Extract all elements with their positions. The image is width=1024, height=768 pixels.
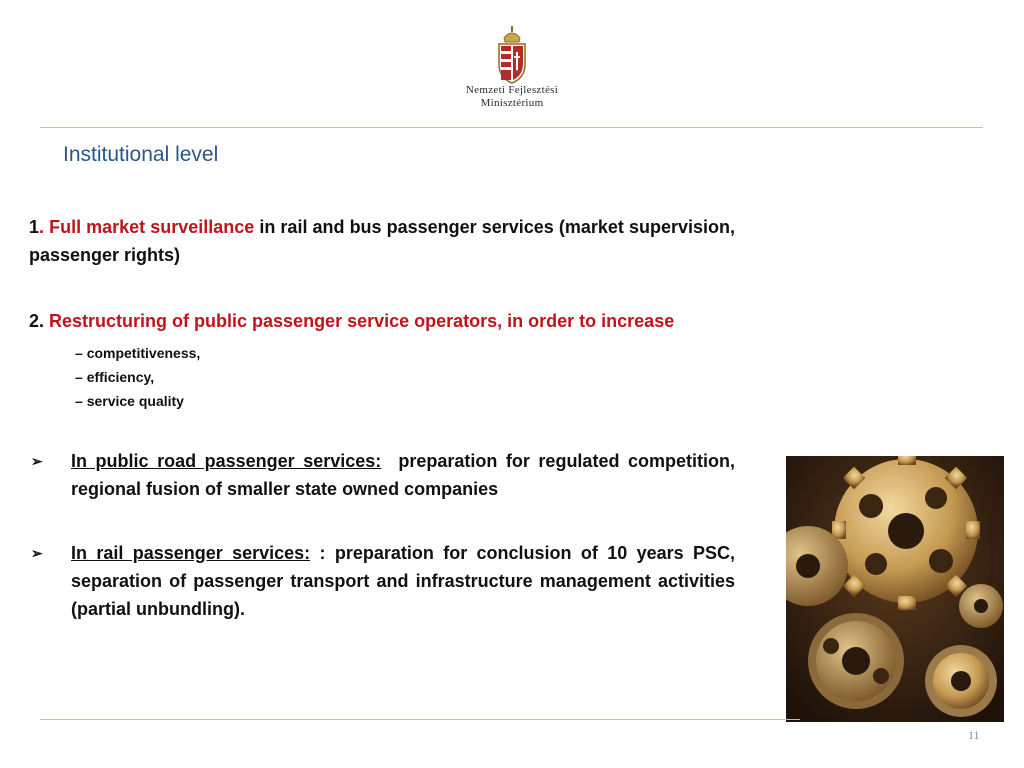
gears-photo [786, 456, 1004, 722]
point-1 [29, 213, 735, 269]
sub-item-text: efficiency, [86, 369, 155, 385]
point-2-highlight: Restructuring of public passenger service operators, in order to increase [49, 311, 675, 331]
point-2-number: 2. [29, 311, 45, 331]
bullet-road [29, 447, 735, 503]
dash-icon: – [75, 393, 83, 409]
bullet-road-lead: In public road passenger services: [71, 451, 382, 471]
dash-icon: – [75, 369, 83, 385]
sub-item-text: competitiveness, [86, 345, 201, 361]
logo-line-1: Nemzeti Fejlesztési [465, 84, 559, 96]
bullet-road-rest: preparation for regulated competition, regional fusion of smaller state owned companies [71, 451, 735, 499]
top-divider [40, 127, 983, 128]
dash-icon: – [75, 345, 83, 361]
logo-line-2: Minisztérium [480, 97, 544, 109]
bullet-rail-text [71, 539, 735, 623]
gears-icon [786, 456, 1004, 722]
page-number: 11 [968, 728, 980, 742]
coat-of-arms-icon [495, 26, 529, 84]
sub-item-text: service quality [86, 393, 184, 409]
point-2 [29, 307, 735, 335]
sub-item [75, 341, 735, 365]
bullet-road-text [71, 447, 735, 503]
slide-title: Institutional level [63, 143, 219, 166]
point-1-text: in rail and bus passenger services (market supervision, passenger rights) [29, 217, 735, 265]
bullet-rail-rest: : preparation for conclusion of 10 years PSC, separation of passenger transport and infrastructure management activities (partial unbundling). [71, 543, 735, 619]
point-1-highlight: Full market surveillance [49, 217, 255, 237]
bullet-rail [29, 539, 735, 623]
slide-content [29, 213, 735, 623]
bullet-rail-lead: In rail passenger services: [71, 543, 311, 563]
bottom-divider [40, 719, 800, 720]
ministry-logo [440, 26, 584, 110]
point-1-number: 1 [29, 217, 40, 237]
point-1-dot: . [39, 217, 45, 237]
arrow-bullet-icon: ➢ [31, 453, 43, 469]
sub-item [75, 389, 735, 413]
sub-item [75, 365, 735, 389]
point-2-sublist [75, 341, 735, 413]
arrow-bullet-icon: ➢ [31, 545, 43, 561]
